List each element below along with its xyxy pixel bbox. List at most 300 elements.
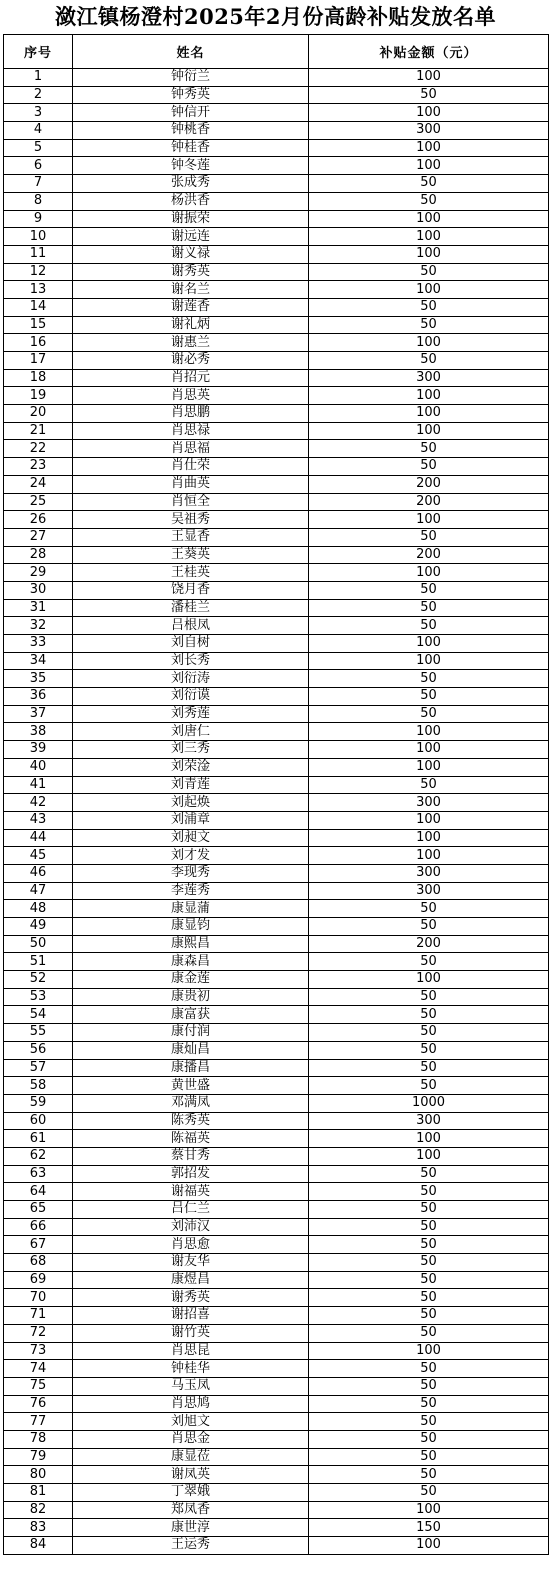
row-amount: 300 — [309, 369, 549, 387]
row-index: 24 — [4, 475, 73, 493]
table-row — [4, 387, 549, 405]
table-row — [4, 599, 549, 617]
row-name: 肖仕荣 — [73, 458, 309, 476]
table-row — [4, 971, 549, 989]
table-row — [4, 1360, 549, 1378]
row-index: 74 — [4, 1360, 73, 1378]
row-amount: 50 — [309, 581, 549, 599]
row-amount: 50 — [309, 86, 549, 104]
row-index: 57 — [4, 1059, 73, 1077]
row-amount: 50 — [309, 776, 549, 794]
row-index: 17 — [4, 352, 73, 370]
row-amount: 50 — [309, 1377, 549, 1395]
row-amount: 50 — [309, 1236, 549, 1254]
row-name: 刘衍涛 — [73, 670, 309, 688]
row-amount: 300 — [309, 1112, 549, 1130]
row-name: 钟桃香 — [73, 122, 309, 140]
table-row — [4, 900, 549, 918]
row-amount: 50 — [309, 298, 549, 316]
table-row — [4, 263, 549, 281]
row-amount: 50 — [309, 1484, 549, 1502]
row-amount: 100 — [309, 104, 549, 122]
row-index: 8 — [4, 192, 73, 210]
table-row — [4, 1342, 549, 1360]
row-amount: 100 — [309, 422, 549, 440]
row-name: 蔡甘秀 — [73, 1147, 309, 1165]
row-name: 谢惠兰 — [73, 334, 309, 352]
row-name: 李现秀 — [73, 864, 309, 882]
table-row — [4, 458, 549, 476]
row-index: 39 — [4, 741, 73, 759]
row-index: 72 — [4, 1324, 73, 1342]
row-index: 76 — [4, 1395, 73, 1413]
row-amount: 50 — [309, 263, 549, 281]
row-amount: 50 — [309, 1413, 549, 1431]
row-amount: 100 — [309, 847, 549, 865]
row-amount: 100 — [309, 1342, 549, 1360]
row-amount: 100 — [309, 1147, 549, 1165]
row-amount: 50 — [309, 1059, 549, 1077]
row-index: 11 — [4, 245, 73, 263]
row-name: 谢名兰 — [73, 281, 309, 299]
row-amount: 50 — [309, 316, 549, 334]
table-row — [4, 405, 549, 423]
row-amount: 100 — [309, 1501, 549, 1519]
row-index: 52 — [4, 971, 73, 989]
row-index: 2 — [4, 86, 73, 104]
row-name: 王桂英 — [73, 564, 309, 582]
row-amount: 50 — [309, 1006, 549, 1024]
row-name: 邓满凤 — [73, 1094, 309, 1112]
row-index: 62 — [4, 1147, 73, 1165]
row-amount: 100 — [309, 971, 549, 989]
row-index: 25 — [4, 493, 73, 511]
row-name: 吕仁兰 — [73, 1201, 309, 1219]
table-row — [4, 723, 549, 741]
table-row — [4, 1077, 549, 1095]
table-row — [4, 69, 549, 87]
row-index: 20 — [4, 405, 73, 423]
row-index: 84 — [4, 1537, 73, 1555]
row-index: 64 — [4, 1183, 73, 1201]
row-index: 80 — [4, 1466, 73, 1484]
row-name: 谢友华 — [73, 1254, 309, 1272]
table-row — [4, 564, 549, 582]
row-amount: 100 — [309, 69, 549, 87]
row-amount: 50 — [309, 1360, 549, 1378]
table-row — [4, 104, 549, 122]
row-index: 27 — [4, 528, 73, 546]
row-name: 钟秀英 — [73, 86, 309, 104]
row-index: 34 — [4, 652, 73, 670]
row-name: 王显香 — [73, 528, 309, 546]
row-index: 36 — [4, 688, 73, 706]
row-index: 54 — [4, 1006, 73, 1024]
row-amount: 150 — [309, 1519, 549, 1537]
row-index: 81 — [4, 1484, 73, 1502]
row-amount: 100 — [309, 210, 549, 228]
row-name: 陈福英 — [73, 1130, 309, 1148]
row-index: 66 — [4, 1218, 73, 1236]
row-amount: 50 — [309, 1165, 549, 1183]
row-index: 45 — [4, 847, 73, 865]
row-amount: 300 — [309, 864, 549, 882]
row-index: 56 — [4, 1041, 73, 1059]
row-amount: 200 — [309, 546, 549, 564]
row-index: 16 — [4, 334, 73, 352]
row-name: 刘旭文 — [73, 1413, 309, 1431]
table-row — [4, 334, 549, 352]
row-name: 谢竹英 — [73, 1324, 309, 1342]
table-row — [4, 1448, 549, 1466]
row-amount: 100 — [309, 635, 549, 653]
row-index: 51 — [4, 953, 73, 971]
row-name: 刘才发 — [73, 847, 309, 865]
row-name: 肖恒全 — [73, 493, 309, 511]
row-index: 77 — [4, 1413, 73, 1431]
row-name: 陈秀英 — [73, 1112, 309, 1130]
row-index: 5 — [4, 139, 73, 157]
row-name: 刘长秀 — [73, 652, 309, 670]
row-name: 钟桂华 — [73, 1360, 309, 1378]
row-name: 吴祖秀 — [73, 511, 309, 529]
row-name: 肖思鹏 — [73, 405, 309, 423]
row-amount: 100 — [309, 564, 549, 582]
table-row — [4, 1395, 549, 1413]
row-amount: 50 — [309, 1041, 549, 1059]
table-row — [4, 475, 549, 493]
row-index: 28 — [4, 546, 73, 564]
row-index: 7 — [4, 175, 73, 193]
table-row — [4, 1059, 549, 1077]
table-row — [4, 953, 549, 971]
table-row — [4, 1413, 549, 1431]
row-index: 55 — [4, 1024, 73, 1042]
table-row — [4, 245, 549, 263]
row-name: 康播昌 — [73, 1059, 309, 1077]
row-index: 18 — [4, 369, 73, 387]
row-index: 6 — [4, 157, 73, 175]
table-row — [4, 1430, 549, 1448]
table-row — [4, 652, 549, 670]
row-amount: 100 — [309, 511, 549, 529]
table-row — [4, 794, 549, 812]
row-index: 41 — [4, 776, 73, 794]
row-index: 60 — [4, 1112, 73, 1130]
row-index: 22 — [4, 440, 73, 458]
table-row — [4, 316, 549, 334]
row-name: 谢必秀 — [73, 352, 309, 370]
table-row — [4, 1183, 549, 1201]
row-amount: 50 — [309, 1466, 549, 1484]
row-name: 刘荣淦 — [73, 758, 309, 776]
row-amount: 50 — [309, 1448, 549, 1466]
table-row — [4, 1271, 549, 1289]
row-index: 35 — [4, 670, 73, 688]
table-row — [4, 741, 549, 759]
row-name: 郑凤香 — [73, 1501, 309, 1519]
row-index: 58 — [4, 1077, 73, 1095]
row-name: 张成秀 — [73, 175, 309, 193]
row-index: 44 — [4, 829, 73, 847]
row-name: 刘自树 — [73, 635, 309, 653]
row-index: 46 — [4, 864, 73, 882]
row-amount: 100 — [309, 281, 549, 299]
row-amount: 50 — [309, 599, 549, 617]
row-amount: 50 — [309, 1024, 549, 1042]
table-row — [4, 1324, 549, 1342]
row-name: 杨洪香 — [73, 192, 309, 210]
row-amount: 100 — [309, 157, 549, 175]
table-row — [4, 369, 549, 387]
table-row — [4, 988, 549, 1006]
row-name: 刘秀莲 — [73, 705, 309, 723]
row-amount: 50 — [309, 988, 549, 1006]
table-row — [4, 210, 549, 228]
row-index: 48 — [4, 900, 73, 918]
row-index: 31 — [4, 599, 73, 617]
table-row — [4, 493, 549, 511]
row-amount: 50 — [309, 1289, 549, 1307]
row-index: 63 — [4, 1165, 73, 1183]
row-amount: 100 — [309, 405, 549, 423]
table-row — [4, 1537, 549, 1555]
row-name: 谢振荣 — [73, 210, 309, 228]
row-name: 康显蒲 — [73, 900, 309, 918]
table-row — [4, 528, 549, 546]
table-row — [4, 635, 549, 653]
row-amount: 50 — [309, 900, 549, 918]
row-index: 71 — [4, 1307, 73, 1325]
row-amount: 50 — [309, 953, 549, 971]
row-name: 康熙昌 — [73, 935, 309, 953]
row-name: 肖思昆 — [73, 1342, 309, 1360]
row-name: 马玉凤 — [73, 1377, 309, 1395]
table-row — [4, 1041, 549, 1059]
row-name: 刘昶文 — [73, 829, 309, 847]
row-name: 钟桂香 — [73, 139, 309, 157]
row-name: 谢礼炳 — [73, 316, 309, 334]
row-name: 吕根凤 — [73, 617, 309, 635]
row-name: 丁翠娥 — [73, 1484, 309, 1502]
table-row — [4, 864, 549, 882]
row-amount: 50 — [309, 705, 549, 723]
row-amount: 50 — [309, 1077, 549, 1095]
row-amount: 200 — [309, 493, 549, 511]
row-amount: 50 — [309, 1254, 549, 1272]
row-name: 谢秀英 — [73, 1289, 309, 1307]
row-index: 50 — [4, 935, 73, 953]
row-amount: 100 — [309, 245, 549, 263]
row-amount: 100 — [309, 1130, 549, 1148]
table-row — [4, 1484, 549, 1502]
table-body — [4, 69, 549, 1555]
row-name: 钟衍兰 — [73, 69, 309, 87]
row-name: 肖思英 — [73, 387, 309, 405]
table-row — [4, 1218, 549, 1236]
row-amount: 50 — [309, 1201, 549, 1219]
row-index: 73 — [4, 1342, 73, 1360]
row-index: 30 — [4, 581, 73, 599]
row-name: 谢招喜 — [73, 1307, 309, 1325]
table-row — [4, 1307, 549, 1325]
row-amount: 50 — [309, 918, 549, 936]
row-index: 82 — [4, 1501, 73, 1519]
row-amount: 100 — [309, 741, 549, 759]
row-index: 38 — [4, 723, 73, 741]
table-row — [4, 1201, 549, 1219]
row-name: 钟信开 — [73, 104, 309, 122]
row-name: 康灿昌 — [73, 1041, 309, 1059]
row-name: 康付润 — [73, 1024, 309, 1042]
table-row — [4, 1024, 549, 1042]
row-amount: 50 — [309, 1218, 549, 1236]
table-header-row — [4, 35, 549, 69]
row-name: 刘唐仁 — [73, 723, 309, 741]
row-name: 谢凤英 — [73, 1466, 309, 1484]
row-amount: 300 — [309, 794, 549, 812]
table-row — [4, 440, 549, 458]
table-row — [4, 705, 549, 723]
row-amount: 50 — [309, 440, 549, 458]
row-index: 9 — [4, 210, 73, 228]
row-index: 65 — [4, 1201, 73, 1219]
row-name: 黄世盛 — [73, 1077, 309, 1095]
row-index: 23 — [4, 458, 73, 476]
table-row — [4, 298, 549, 316]
header-index: 序号 — [4, 35, 73, 69]
row-index: 19 — [4, 387, 73, 405]
table-row — [4, 617, 549, 635]
row-index: 4 — [4, 122, 73, 140]
row-amount: 1000 — [309, 1094, 549, 1112]
table-row — [4, 670, 549, 688]
table-row — [4, 1130, 549, 1148]
row-index: 53 — [4, 988, 73, 1006]
table-row — [4, 1147, 549, 1165]
row-index: 42 — [4, 794, 73, 812]
row-amount: 100 — [309, 387, 549, 405]
row-index: 29 — [4, 564, 73, 582]
row-index: 43 — [4, 811, 73, 829]
row-name: 刘三秀 — [73, 741, 309, 759]
row-amount: 100 — [309, 811, 549, 829]
row-name: 康富获 — [73, 1006, 309, 1024]
table-row — [4, 192, 549, 210]
table-row — [4, 882, 549, 900]
row-index: 67 — [4, 1236, 73, 1254]
table-row — [4, 688, 549, 706]
row-index: 79 — [4, 1448, 73, 1466]
row-index: 10 — [4, 228, 73, 246]
row-amount: 50 — [309, 1430, 549, 1448]
row-amount: 50 — [309, 352, 549, 370]
row-index: 37 — [4, 705, 73, 723]
row-name: 刘衍谟 — [73, 688, 309, 706]
row-index: 12 — [4, 263, 73, 281]
row-amount: 100 — [309, 829, 549, 847]
row-amount: 100 — [309, 652, 549, 670]
row-index: 61 — [4, 1130, 73, 1148]
row-name: 肖思禄 — [73, 422, 309, 440]
row-index: 78 — [4, 1430, 73, 1448]
row-name: 谢福英 — [73, 1183, 309, 1201]
row-amount: 100 — [309, 139, 549, 157]
row-name: 肖招元 — [73, 369, 309, 387]
table-row — [4, 352, 549, 370]
table-row — [4, 1377, 549, 1395]
row-name: 王运秀 — [73, 1537, 309, 1555]
row-index: 3 — [4, 104, 73, 122]
table-row — [4, 581, 549, 599]
table-row — [4, 811, 549, 829]
row-index: 59 — [4, 1094, 73, 1112]
table-row — [4, 281, 549, 299]
row-name: 刘起焕 — [73, 794, 309, 812]
row-name: 李莲秀 — [73, 882, 309, 900]
row-amount: 300 — [309, 122, 549, 140]
table-row — [4, 228, 549, 246]
row-name: 谢秀英 — [73, 263, 309, 281]
row-index: 1 — [4, 69, 73, 87]
table-row — [4, 1254, 549, 1272]
table-row — [4, 175, 549, 193]
row-name: 康贵初 — [73, 988, 309, 1006]
row-amount: 50 — [309, 528, 549, 546]
row-index: 40 — [4, 758, 73, 776]
row-name: 康显莅 — [73, 1448, 309, 1466]
row-name: 肖思愈 — [73, 1236, 309, 1254]
page-title: 潋江镇杨澄村2025年2月份高龄补贴发放名单 — [54, 4, 497, 29]
row-amount: 50 — [309, 1183, 549, 1201]
row-name: 肖思金 — [73, 1430, 309, 1448]
row-index: 15 — [4, 316, 73, 334]
row-amount: 100 — [309, 758, 549, 776]
row-name: 郭招发 — [73, 1165, 309, 1183]
row-index: 47 — [4, 882, 73, 900]
row-name: 谢远连 — [73, 228, 309, 246]
row-amount: 50 — [309, 1307, 549, 1325]
row-name: 谢义禄 — [73, 245, 309, 263]
row-name: 康金莲 — [73, 971, 309, 989]
row-index: 32 — [4, 617, 73, 635]
table-row — [4, 122, 549, 140]
row-amount: 100 — [309, 334, 549, 352]
row-name: 肖曲英 — [73, 475, 309, 493]
table-row — [4, 139, 549, 157]
table-row — [4, 1094, 549, 1112]
table-row — [4, 776, 549, 794]
table-row — [4, 1236, 549, 1254]
table-row — [4, 1466, 549, 1484]
row-index: 68 — [4, 1254, 73, 1272]
row-amount: 50 — [309, 1324, 549, 1342]
row-index: 14 — [4, 298, 73, 316]
row-name: 康世淳 — [73, 1519, 309, 1537]
table-row — [4, 1501, 549, 1519]
table-row — [4, 918, 549, 936]
row-amount: 300 — [309, 882, 549, 900]
row-index: 21 — [4, 422, 73, 440]
table-row — [4, 1006, 549, 1024]
row-name: 康森昌 — [73, 953, 309, 971]
header-name: 姓名 — [73, 35, 309, 69]
row-index: 69 — [4, 1271, 73, 1289]
row-amount: 100 — [309, 228, 549, 246]
row-amount: 100 — [309, 723, 549, 741]
table-row — [4, 829, 549, 847]
row-index: 13 — [4, 281, 73, 299]
